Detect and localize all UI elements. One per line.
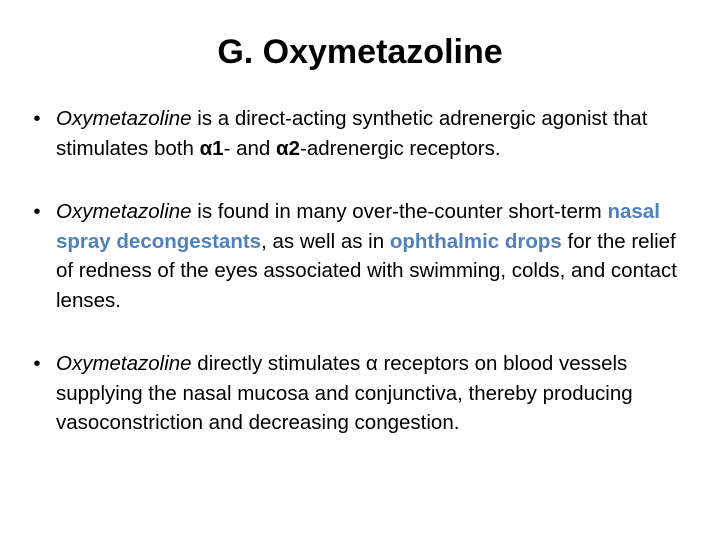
bullet-item-3 — [30, 349, 692, 438]
alpha1-term: α1 — [199, 136, 224, 160]
bullet-text: for the relief of redness of the eyes associated with swimming, colds, and contact lenses. — [56, 229, 678, 312]
bullet-text: -adrenergic receptors. — [300, 136, 501, 160]
slide-title: G. Oxymetazoline — [217, 33, 503, 71]
highlight-ophthalmic-drops: ophthalmic drops — [389, 229, 562, 253]
highlight-nasal-spray: nasal spray decongestants — [56, 200, 660, 253]
bullet-icon: • — [33, 352, 41, 375]
alpha2-term: α2 — [276, 136, 301, 160]
drug-name: Oxymetazoline — [56, 352, 192, 375]
bullet-list — [30, 104, 692, 438]
bullet-text: is found in many over-the-counter short-term — [191, 200, 608, 223]
bullet-item-1 — [30, 104, 692, 163]
bullet-text: - and — [223, 136, 277, 160]
bullet-text: directly stimulates α receptors on blood vessels supplying the nasal mucosa and conjunctiva, thereby producing vasoconstriction and decreasing congestion. — [56, 352, 633, 434]
bullet-text: is a direct-acting synthetic adrenergic agonist that stimulates both — [56, 107, 648, 160]
drug-name: Oxymetazoline — [56, 200, 192, 223]
bullet-text: , as well as in — [261, 229, 390, 253]
bullet-item-2 — [30, 197, 692, 315]
bullet-icon: • — [33, 200, 41, 223]
bullet-icon: • — [33, 107, 41, 130]
drug-name: Oxymetazoline — [56, 107, 192, 130]
